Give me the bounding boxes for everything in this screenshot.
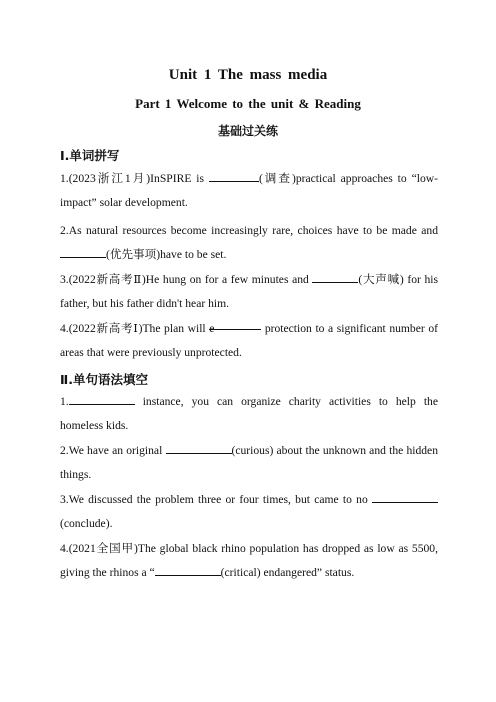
blank-first-letter: e [209, 322, 215, 335]
question-text: 3.(2022新高考Ⅱ)He hung on for a few minutes and [60, 273, 313, 286]
section-heading-grammar: Ⅱ.单句语法填空 [60, 372, 148, 387]
question-text: (大声喊) for his father, but his father didn't hear him. [60, 273, 438, 310]
question-text: 1.(2023浙江1月)InSPIRE is [60, 172, 209, 185]
question-item [60, 488, 438, 535]
section-heading-spelling: Ⅰ.单词拼写 [60, 148, 120, 163]
question-text: (curious) about the unknown and the hidden things. [60, 444, 439, 481]
answer-blank[interactable] [60, 245, 106, 258]
question-text: 4.(2021全国甲)The global black rhino population has dropped as low as 5500, giving the rhinos a “ [60, 542, 438, 579]
unit-title: Unit 1 The mass media [168, 67, 328, 83]
question-item [60, 537, 438, 584]
question-item [60, 167, 438, 214]
question-text: instance, you can organize charity activities to help the homeless kids. [60, 395, 438, 432]
question-item [60, 439, 438, 486]
question-item [60, 390, 438, 437]
question-text: 3.We discussed the problem three or four times, but came to no [60, 493, 372, 506]
question-text: protection to a significant number of areas that were previously unprotected. [60, 322, 438, 359]
question-item [60, 268, 438, 315]
question-text: (critical) endangered” status. [220, 565, 355, 579]
answer-blank[interactable] [166, 441, 232, 454]
question-text: 4.(2022新高考Ⅰ)The plan will [60, 322, 210, 335]
question-text: 1. [60, 395, 69, 408]
question-item [60, 317, 438, 364]
answer-blank[interactable] [372, 490, 438, 503]
part-title: Part 1 Welcome to the unit & Reading [135, 96, 361, 111]
answer-blank[interactable] [155, 563, 221, 576]
question-text: 2.As natural resources become increasingly rare, choices have to be made and [60, 224, 438, 237]
question-text: (调查)practical approaches to “low-impact” solar development. [60, 172, 438, 209]
question-text: (conclude). [60, 516, 113, 530]
answer-blank[interactable] [209, 169, 259, 182]
question-text: 2.We have an original [60, 444, 166, 457]
section-subtitle: 基础过关练 [217, 124, 278, 138]
question-item [60, 219, 438, 266]
answer-blank[interactable] [312, 270, 358, 283]
answer-blank[interactable] [209, 317, 261, 335]
question-text: (优先事项)have to be set. [106, 247, 227, 261]
answer-blank[interactable] [69, 392, 135, 405]
